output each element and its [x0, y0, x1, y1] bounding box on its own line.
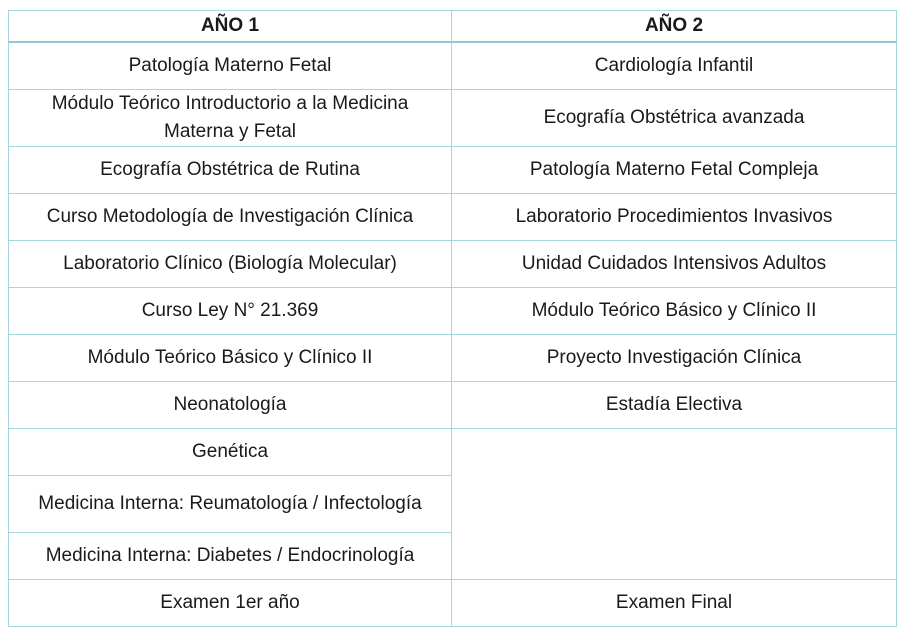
table-row — [9, 429, 897, 476]
header-year-2: AÑO 2 — [452, 11, 897, 43]
year-1-course: Módulo Teórico Básico y Clínico II — [9, 335, 452, 382]
table-row — [9, 147, 897, 194]
year-1-course: Módulo Teórico Introductorio a la Medicina Materna y Fetal — [9, 90, 452, 147]
table-row — [9, 194, 897, 241]
year-2-course: Cardiología Infantil — [452, 42, 897, 90]
year-1-course: Medicina Interna: Reumatología / Infectología — [9, 476, 452, 533]
year-1-exam: Examen 1er año — [9, 580, 452, 627]
year-2-course: Ecografía Obstétrica avanzada — [452, 90, 897, 147]
header-year-1: AÑO 1 — [9, 11, 452, 43]
table-row — [9, 42, 897, 90]
year-2-course: Unidad Cuidados Intensivos Adultos — [452, 241, 897, 288]
year-1-course: Genética — [9, 429, 452, 476]
table-row — [9, 288, 897, 335]
year-2-course: Laboratorio Procedimientos Invasivos — [452, 194, 897, 241]
curriculum-table — [8, 10, 897, 627]
table-header — [9, 11, 897, 43]
table-row — [9, 241, 897, 288]
header-row — [9, 11, 897, 43]
year-1-course: Curso Metodología de Investigación Clínica — [9, 194, 452, 241]
year-2-course: Patología Materno Fetal Compleja — [452, 147, 897, 194]
year-2-course: Estadía Electiva — [452, 382, 897, 429]
year-2-exam: Examen Final — [452, 580, 897, 627]
year-1-course: Laboratorio Clínico (Biología Molecular) — [9, 241, 452, 288]
year-2-course: Módulo Teórico Básico y Clínico II — [452, 288, 897, 335]
year-1-course: Medicina Interna: Diabetes / Endocrinología — [9, 533, 452, 580]
empty-cell — [452, 429, 897, 580]
year-1-course: Ecografía Obstétrica de Rutina — [9, 147, 452, 194]
table-row — [9, 580, 897, 627]
table-body — [9, 42, 897, 627]
year-1-course: Patología Materno Fetal — [9, 42, 452, 90]
table-row — [9, 335, 897, 382]
table-row — [9, 90, 897, 147]
table-row — [9, 382, 897, 429]
year-1-course: Curso Ley N° 21.369 — [9, 288, 452, 335]
year-2-course: Proyecto Investigación Clínica — [452, 335, 897, 382]
year-1-course: Neonatología — [9, 382, 452, 429]
